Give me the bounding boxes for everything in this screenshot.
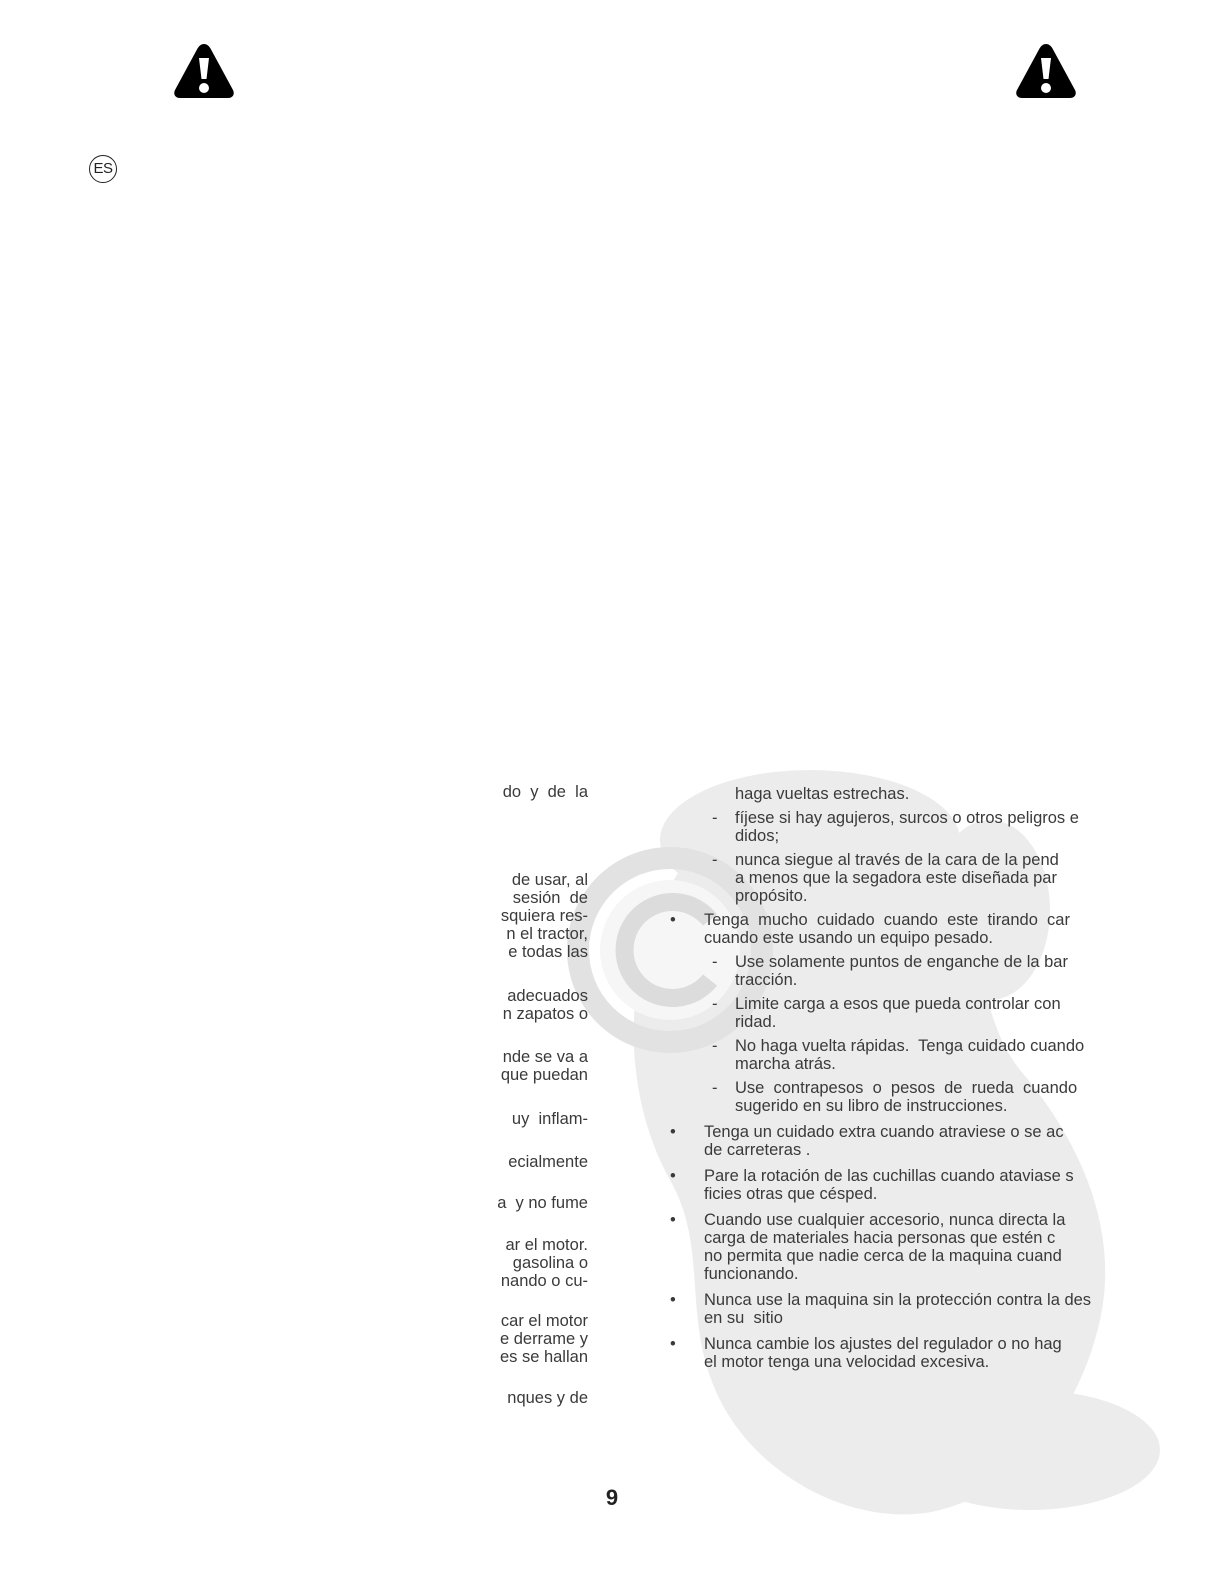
dash-marker: - <box>712 1079 718 1097</box>
dash-marker: - <box>712 809 718 827</box>
warning-triangle-icon <box>172 42 236 100</box>
language-badge: ES <box>89 155 117 183</box>
list-item-bullet <box>665 1291 1105 1327</box>
left-column-text: de usar, al sesión de squiera res- n el tractor, e todas las <box>500 871 588 961</box>
left-column-text: a y no fume <box>497 1194 588 1212</box>
left-column-text: ecialmente <box>508 1153 588 1171</box>
bullet-marker: • <box>670 1123 676 1141</box>
left-column-text: nde se va a que puedan <box>500 1048 588 1084</box>
left-column-text: adecuados n zapatos o <box>502 987 588 1023</box>
list-item-subpoint <box>665 953 1105 989</box>
left-column-text: nques y de <box>507 1389 588 1407</box>
left-column-text: ar el motor. gasolina o nando o cu- <box>500 1236 588 1290</box>
list-item-text: Pare la rotación de las cuchillas cuando ataviase s ficies otras que césped. <box>704 1167 1074 1203</box>
dash-marker: - <box>712 995 718 1013</box>
dash-marker: - <box>712 851 718 869</box>
list-item-text: Use contrapesos o pesos de rueda cuando sugerido en su libro de instrucciones. <box>735 1079 1078 1115</box>
right-column-list <box>665 785 1105 1371</box>
list-item-continuation <box>665 785 1105 803</box>
list-item-text: Cuando use cualquier accesorio, nunca directa la carga de materiales hacia personas que estén c no permita que nadie cerca de la maquina cuand funcionando. <box>704 1211 1066 1283</box>
bullet-marker: • <box>670 1291 676 1309</box>
list-item-subpoint <box>665 851 1105 905</box>
list-item-text: Nunca use la maquina sin la protección contra la des en su sitio <box>704 1291 1092 1327</box>
list-item-bullet <box>665 1211 1105 1283</box>
list-item-subpoint <box>665 809 1105 845</box>
list-item-subpoint <box>665 1037 1105 1073</box>
bullet-marker: • <box>670 1335 676 1353</box>
list-item-text: No haga vuelta rápidas. Tenga cuidado cuando marcha atrás. <box>735 1037 1085 1073</box>
page-number: 9 <box>605 1485 619 1510</box>
list-item-text: Limite carga a esos que pueda controlar con ridad. <box>735 995 1061 1031</box>
warning-triangle-icon <box>1014 42 1078 100</box>
list-item-text: nunca siegue al través de la cara de la pend a menos que la segadora este diseñada par propósito. <box>735 851 1059 905</box>
list-item-text: Tenga un cuidado extra cuando atraviese o se ac de carreteras . <box>704 1123 1064 1159</box>
list-item-text: fíjese si hay agujeros, surcos o otros peligros e didos; <box>735 809 1079 845</box>
list-item-text: Nunca cambie los ajustes del regulador o no hag el motor tenga una velocidad excesiva. <box>704 1335 1062 1371</box>
list-item-bullet <box>665 1167 1105 1203</box>
list-item-subpoint <box>665 995 1105 1031</box>
list-item-text: Use solamente puntos de enganche de la bar tracción. <box>735 953 1068 989</box>
list-item-bullet <box>665 911 1105 947</box>
bullet-marker: • <box>670 1211 676 1229</box>
dash-marker: - <box>712 1037 718 1055</box>
list-item-text: haga vueltas estrechas. <box>735 785 910 803</box>
list-item-text: Tenga mucho cuidado cuando este tirando car cuando este usando un equipo pesado. <box>704 911 1070 947</box>
dash-marker: - <box>712 953 718 971</box>
list-item-subpoint <box>665 1079 1105 1115</box>
left-column-text: uy inflam- <box>511 1110 588 1128</box>
bullet-marker: • <box>670 911 676 929</box>
bullet-marker: • <box>670 1167 676 1185</box>
list-item-bullet <box>665 1123 1105 1159</box>
left-column-text: car el motor e derrame y es se hallan <box>499 1312 588 1366</box>
left-column-text: do y de la <box>502 783 588 801</box>
list-item-bullet <box>665 1335 1105 1371</box>
